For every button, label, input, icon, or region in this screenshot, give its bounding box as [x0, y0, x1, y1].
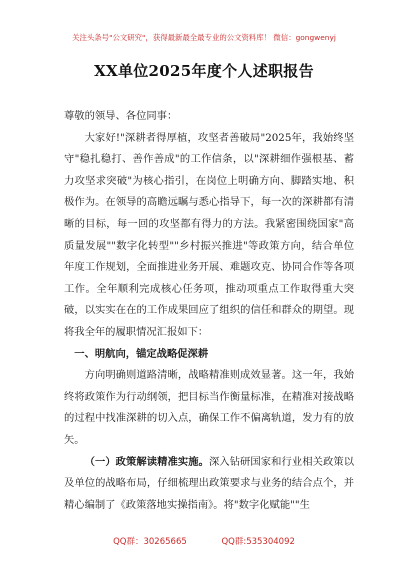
salutation: 尊敬的领导、各位同事：	[64, 110, 178, 122]
subsection-paragraph	[64, 452, 354, 517]
subsection-text: 深入钻研国家和行业相关政策以及单位的战略布局，仔细梳理出政策要求与业务的结合点个，并精心编制了《政策落地实操指南》。将"数字化赋能""生	[64, 455, 355, 511]
intro-paragraph: 大家好!"深耕者得厚植，攻坚者善破局"2025年，我始终坚守"稳扎稳打、善作善成"的工作信条，以"深耕细作强根基、蓄力攻坚求突破"为核心指引，在岗位上明确方向、脚踏实地、积极作为。在领导的高瞻远瞩与悉心指导下，每一次的深耕都有清晰的目标，每一回的攻坚都有得力的方法。我紧密围绕国家"高质量发展""数字化转型""乡村振兴推进"等政策方向，结合单位年度工作规划，全面推进业务开展、难题攻克、协同合作等各项工作。全年顺利完成核心任务项，推动项重点工作取得重大突破，以实实在在的工作成果回应了组织的信任和群众的期望。现将我全年的履职情况汇报如下：	[64, 131, 354, 338]
footer-qq-group-2: QQ群:535304092	[221, 537, 295, 547]
document-title: XX单位2025年度个人述职报告	[94, 62, 314, 80]
footer-qq-group-1: QQ群：30265665	[113, 537, 187, 547]
footer-contact-note	[0, 535, 408, 547]
subsection-heading-1: （一）政策解读精准实施。	[84, 455, 209, 468]
section-1-paragraph: 方向明确则道路清晰，战略精准则成效显著。这一年，我始终将政策作为行动纲领，把目标当作衡量标准，在精准对接战略的过程中找准深耕的切入点，确保工作不偏离轨道，发力有的放矢。	[64, 369, 354, 446]
section-heading-1: 一、明航向，锚定战略促深耕	[74, 347, 209, 360]
header-watermark-note: 关注头条号"公文研究"，获得最新最全最专业的公文资料库！ 微信：gongwenyj	[72, 33, 336, 42]
document-body	[64, 106, 354, 516]
